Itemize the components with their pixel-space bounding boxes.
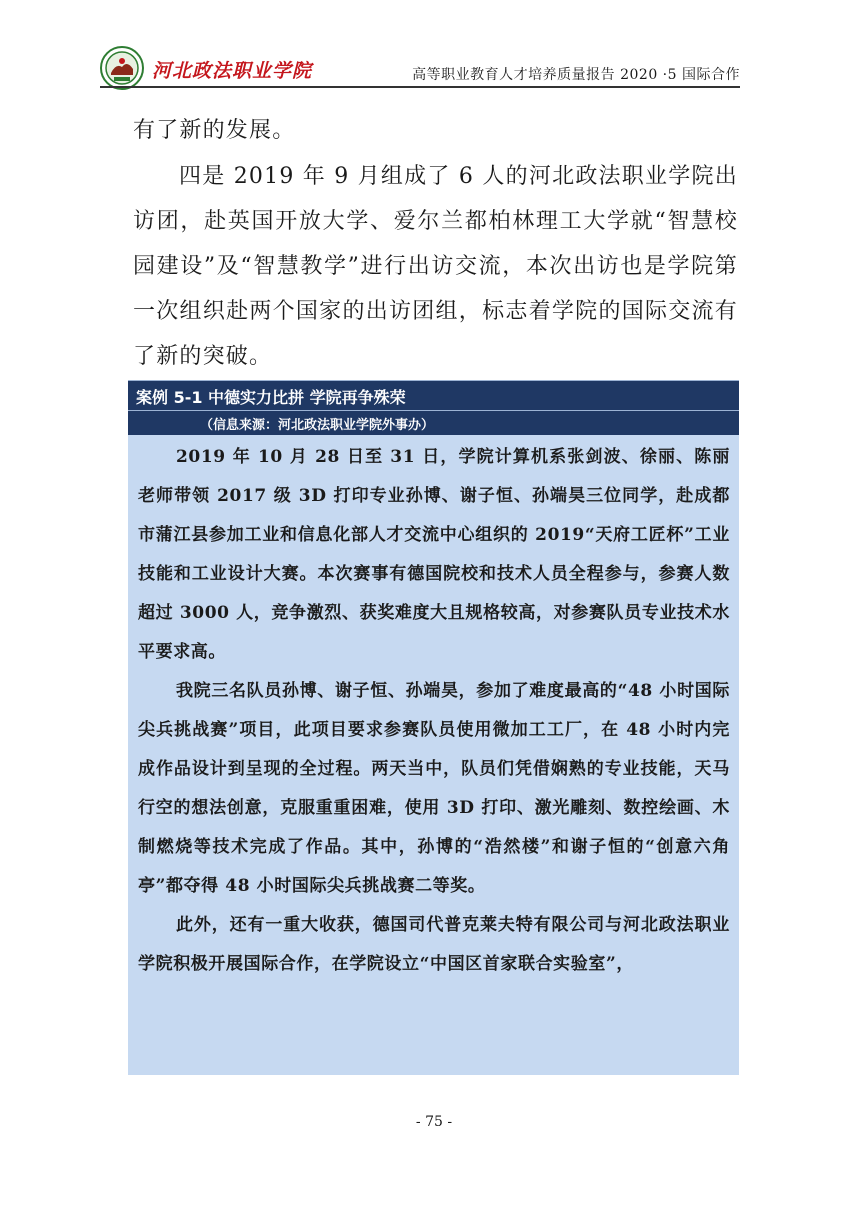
page-header: [100, 42, 740, 86]
continued-paragraph: 有了新的发展。: [133, 118, 296, 143]
report-title: 高等职业教育人才培养质量报告 2020 ·5 国际合作: [412, 67, 740, 83]
case-study-box: [128, 380, 739, 1075]
header-divider: [100, 86, 740, 88]
page-number: - 75 -: [415, 1114, 453, 1130]
case-source-bar: [128, 410, 739, 435]
case-title: 案例 5-1 中德实力比拼 学院再争殊荣: [136, 388, 406, 407]
case-title-bar: [128, 380, 739, 411]
case-body: [138, 438, 730, 984]
case-paragraph: 2019 年 10 月 28 日至 31 日，学院计算机系张剑波、徐丽、陈丽老师带领 2017 级 3D 打印专业孙博、谢子恒、孙端昊三位同学，赴成都市蒲江县参加工业和信息化部人才交流中心组织的 2019“天府工匠杯”工业技能和工业设计大赛。本次赛事有德国院校和技术人员全程参与，参赛人数超过 3000 人，竞争激烈、获奖难度大且规格较高，对参赛队员专业技术水平要求高。: [138, 447, 730, 662]
paragraph-four: 四是 2019 年 9 月组成了 6 人的河北政法职业学院出访团，赴英国开放大学、爱尔兰都柏林理工大学就“智慧校园建设”及“智慧教学”进行出访交流，本次出访也是学院第一次组织赴两个国家的出访团组，标志着学院的国际交流有了新的突破。: [133, 164, 738, 369]
college-logo-text: 河北政法职业学院: [152, 60, 313, 82]
case-source: （信息来源：河北政法职业学院外事办）: [200, 418, 435, 433]
college-seal-icon: [100, 46, 144, 90]
case-paragraph: 此外，还有一重大收获，德国司代普克莱夫特有限公司与河北政法职业学院积极开展国际合作，在学院设立“中国区首家联合实验室”，: [138, 915, 730, 974]
case-paragraph: 我院三名队员孙博、谢子恒、孙端昊，参加了难度最高的“48 小时国际尖兵挑战赛”项目，此项目要求参赛队员使用微加工工厂，在 48 小时内完成作品设计到呈现的全过程。两天当中，队员们凭借娴熟的专业技能，天马行空的想法创意，克服重重困难，使用 3D 打印、激光雕刻、数控绘画、木制燃烧等技术完成了作品。其中，孙博的“浩然楼”和谢子恒的“创意六角亭”都夺得 48 小时国际尖兵挑战赛二等奖。: [138, 681, 730, 896]
